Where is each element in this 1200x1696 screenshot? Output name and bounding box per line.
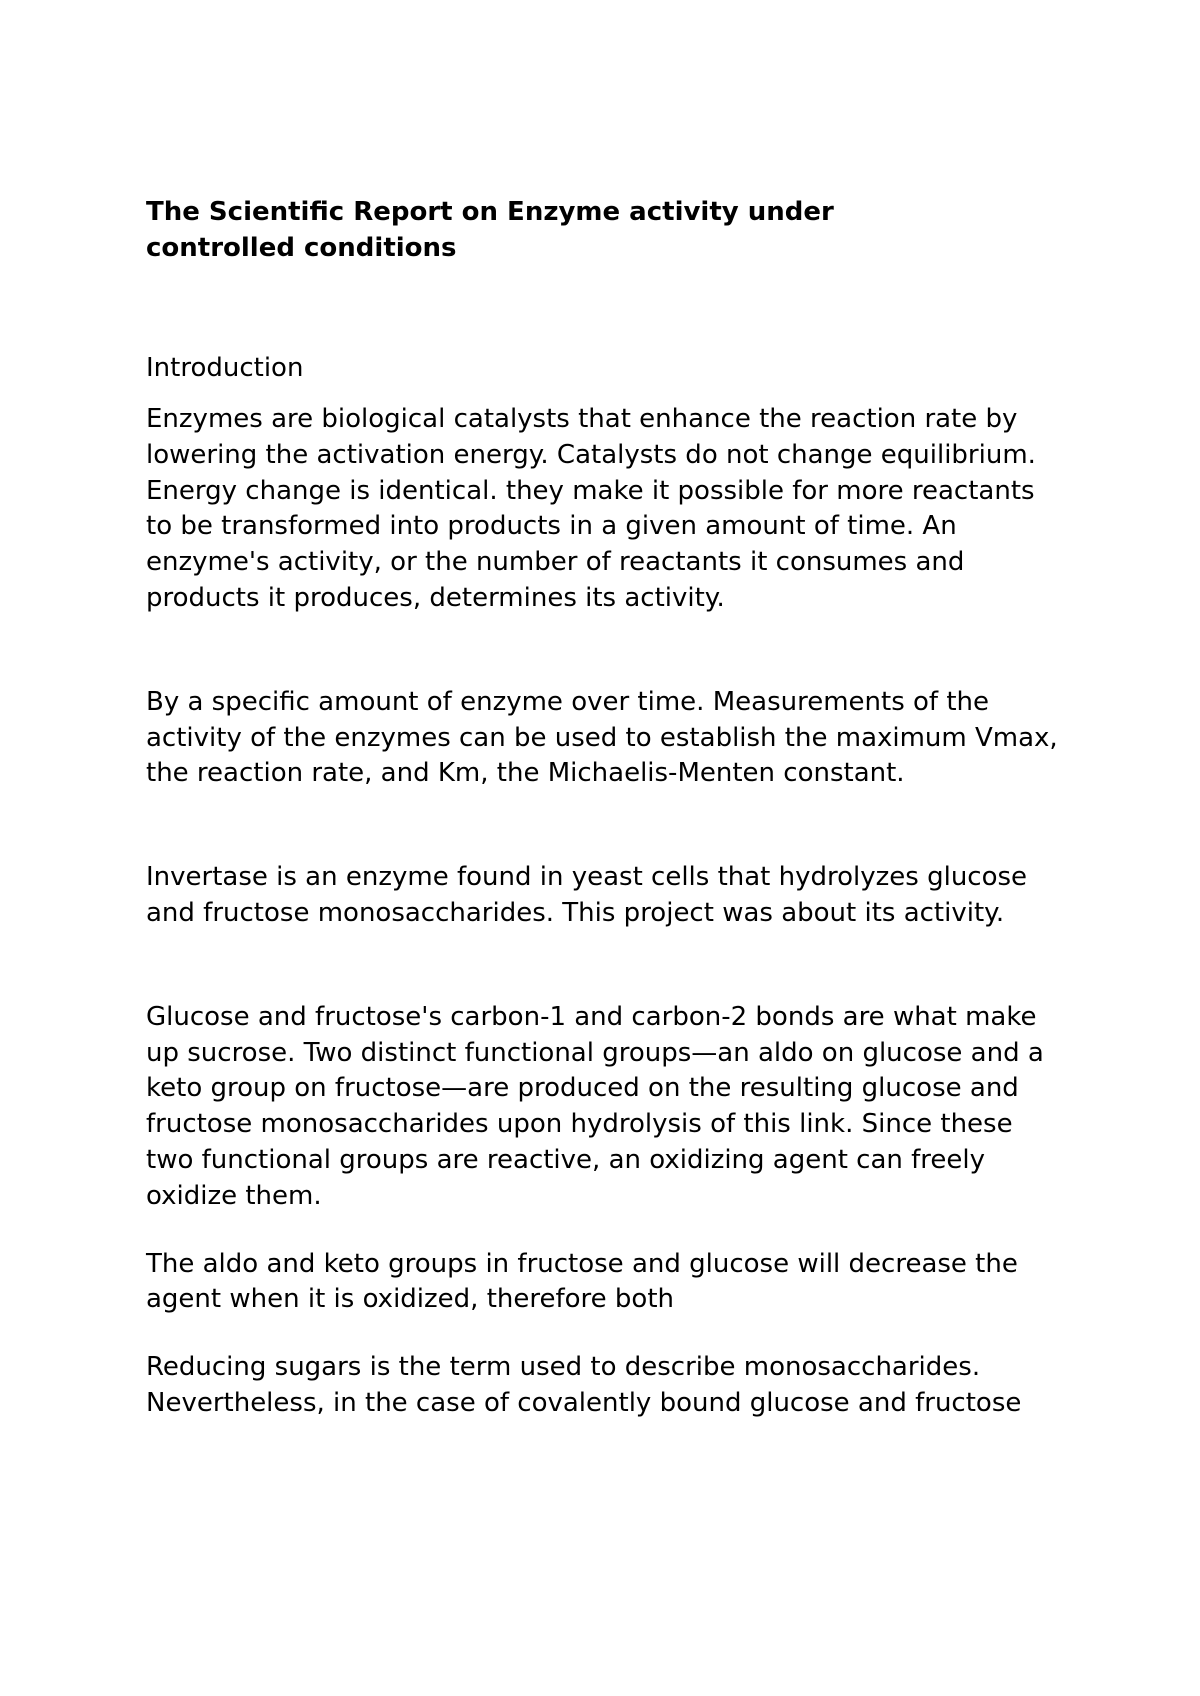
section-heading-introduction: Introduction [146,353,304,383]
paragraph-invertase: Invertase is an enzyme found in yeast cells that hydrolyzes glucose and fructose monosaccharides. This project was about its activity. [146,862,1028,928]
paragraph-reducing-sugars: Reducing sugars is the term used to describe monosaccharides. Nevertheless, in the case of covalently bound glucose and fructose [146,1352,1022,1418]
paragraph-enzymes: Enzymes are biological catalysts that enhance the reaction rate by lowering the activation energy. Catalysts do not change equilibrium. Energy change is identical. they make it possible for more reactants to be transformed into products in a given amount of time. An enzyme's activity, or the number of reactants it consumes and products it produces, determines its activity. [146,404,1036,613]
paragraph-sucrose-hydrolysis: Glucose and fructose's carbon-1 and carbon-2 bonds are what make up sucrose. Two distinct functional groups—an aldo on glucose and a keto group on fructose—are produced on the resulting glucose and fructose monosaccharides upon hydrolysis of this link. Since these two functional groups are reactive, an oxidizing agent can freely oxidize them. [146,1001,1044,1211]
paragraph-aldo-keto: The aldo and keto groups in fructose and glucose will decrease the agent when it is oxidized, therefore both [146,1248,1018,1315]
document-title: The Scientific Report on Enzyme activity under controlled conditions [146,197,834,263]
document-page [146,194,1066,1422]
paragraph-enzyme-measurement: By a specific amount of enzyme over time. Measurements of the activity of the enzymes can be used to establish the maximum Vmax, the reaction rate, and Km, the Michaelis-Menten constant. [146,686,1058,789]
